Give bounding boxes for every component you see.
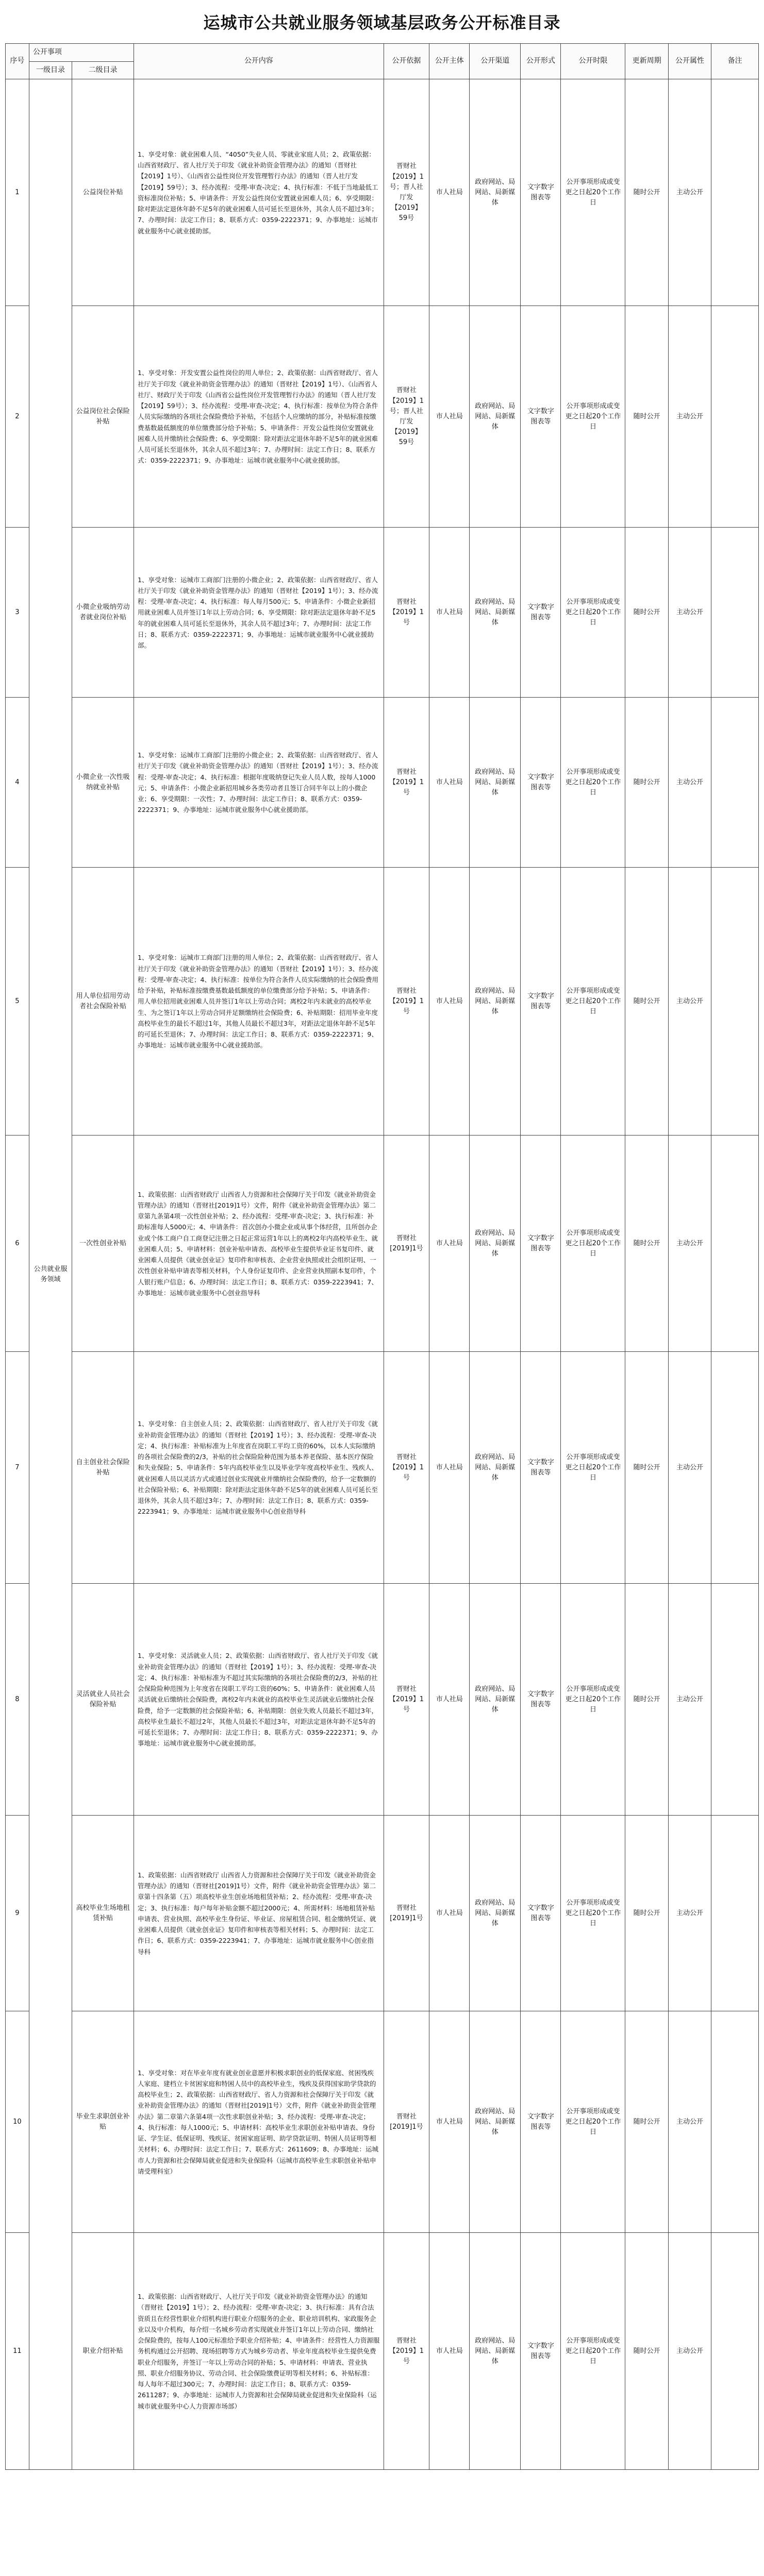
row-period: 随时公开 [625,2233,668,2470]
row-attribute: 主动公开 [668,2011,711,2233]
row-content: 1、享受对象：运城市工商部门注册的用人单位；2、政策依据：山西省财政厅、省人社厅关于印发《就业补助资金管理办法》的通知（晋财社【2019】1号）；3、经办流程：受理-审查-决定；4、执行标准：按单位为符合条件人员实际缴纳的社会保险费用给予补贴，补贴标准按缴费基数最低额度的单位缴费部分给予补贴；5、申请条件：用人单位招用就业困难人员并签订1年以上劳动合同；离校2年内未就业的高校毕业生、为之签订1年以上劳动合同并足额缴纳社会保险费；6、补贴期限：招用毕业年度高校毕业生的最长不超过1年，其他人员最长不超过3年，对距法定退休年龄不足5年的可延长至退休；7、办理时间：法定工作日；8、联系方式：0359-2222371；9、办事地址：运城市就业服务中心就业援助部。 [134,868,384,1136]
row-format: 文字数字图表等 [521,306,561,528]
row-content: 1、享受对象：对在毕业年度有就业创业意愿并积极求职创业的低保家庭、贫困残疾人家庭、建档立卡贫困家庭和特困人员中的高校毕业生，残疾及获得国家助学贷款的高校毕业生；2、政策依据：山西省财政厅、省人力资源和社会保障厅关于印发《就业补助资金管理办法》的通知（晋财社[2019]1号）文件，附件《就业补助资金管理办法》第二章第六条第4项一次性求职创业补贴；3、经办流程：受理-审查-决定；4、执行标准：每人1000元；5、申请材料：高校毕业生求职创业补贴申请表、身份证、学生证、低保证明、残疾证、贫困家庭证明、助学贷款证明、特困人员证明等相关材料；6、办理时间：法定工作日；7、联系方式：2611609；8、办事地址：运城市人力资源和社会保障局就业促进和失业保险科（运城市高校毕业生求职创业补贴申请受理科室） [134,2011,384,2233]
row-format: 文字数字图表等 [521,1352,561,1584]
row-subject: 市人社局 [429,306,470,528]
row-content: 1、享受对象：自主创业人员；2、政策依据：山西省财政厅、省人社厅关于印发《就业补助资金管理办法》的通知（晋财社【2019】1号）；3、经办流程：受理-审查-决定；4、执行标准：补贴标准为上年度省在岗职工平均工资的60%，以本人实际缴纳的各项社会保险费的2/3，补贴的社会保险险种范围为基本养老保险、基本医疗保险和失业保险；5、申请条件：5年内高校毕业生以及毕业学年度高校毕业生、残疾人、就业困难人员以灵活方式或通过创业实现就业并缴纳社会保险费的，给予一定数额的社会保险补贴；6、补贴期限：除对距法定退休年龄不足5年的就业困难人员可延长至退休外，其余人员不超过3年；7、办理时间：法定工作日；8、联系方式：0359-2223941；9、办事地址：运城市就业服务中心创业指导科 [134,1352,384,1584]
row-attribute: 主动公开 [668,698,711,868]
row-seq: 10 [6,2011,29,2233]
row-subject: 市人社局 [429,1816,470,2011]
header-item: 公开事项 [29,44,134,62]
row-basis: 晋财社[2019]1号 [384,1136,429,1352]
row-subject: 市人社局 [429,698,470,868]
header-note: 备注 [711,44,759,79]
table-row [6,2011,759,2233]
row-subject: 市人社局 [429,1136,470,1352]
row-time: 公开事项形成或变更之日起20个工作日 [561,306,625,528]
row-subject: 市人社局 [429,1352,470,1584]
row-content: 1、政策依据：山西省财政厅 山西省人力资源和社会保障厅关于印发《就业补助资金管理办法》的通知（晋财社[2019]1号）文件，附件《就业补助资金管理办法》第二章第十四条第（五）项高校毕业生创业场地租赁补贴；2、经办流程：受理-审查-决定；3、执行标准：每户每年补贴金额不超过2000元；4、所需材料：场地租赁补贴申请表、营业执照、高校毕业生身份证、毕业证、房屋租赁合同、租金缴纳凭证、就业困难人员提供《就业创业证》复印件和审核表等相关材料；5、办理时间：法定工作日；6、联系方式：0359-2223941；7、办事地址：运城市就业服务中心创业指导科 [134,1816,384,2011]
row-note [711,2233,759,2470]
row-basis: 晋财社【2019】1号 [384,2233,429,2470]
row-content: 1、政策依据：山西省财政厅 山西省人力资源和社会保障厅关于印发《就业补助资金管理办法》的通知（晋财社[2019]1号）文件，附件《就业补助资金管理办法》第二章第九条第4项一次性创业补贴；2、经办流程：受理-审查-决定；3、执行标准：补助标准每人5000元；4、申请条件：首次创办小微企业或从事个体经营，且所创办企业或个体工商户自工商登记注册之日起正常运营1年以上的离校2年内高校毕业生、就业困难人员；5、申请材料：创业补贴申请表、高校毕业生提供毕业证书复印件、就业困难人员提供《就业创业证》复印件和审核表、企业营业执照或社会组织证明、一次性创业补贴申请表等相关材料，个人身份证复印件、企业营业执照副本复印件，个人银行账户信息；6、办理时间：法定工作日；8、联系方式：0359-2223941；7、办事地址：运城市就业服务中心创业指导科 [134,1136,384,1352]
row-attribute: 主动公开 [668,1136,711,1352]
row-period: 随时公开 [625,79,668,306]
row-subject: 市人社局 [429,1584,470,1816]
row-note [711,698,759,868]
row-attribute: 主动公开 [668,306,711,528]
row-seq: 5 [6,868,29,1136]
row-time: 公开事项形成或变更之日起20个工作日 [561,79,625,306]
row-format: 文字数字图表等 [521,2011,561,2233]
row-channel: 政府网站、局网站、局新媒体 [470,2011,521,2233]
row-attribute: 主动公开 [668,79,711,306]
table-row [6,1584,759,1816]
row-subject: 市人社局 [429,528,470,698]
header-format: 公开形式 [521,44,561,79]
row-subject: 市人社局 [429,868,470,1136]
row-channel: 政府网站、局网站、局新媒体 [470,1584,521,1816]
table-row [6,698,759,868]
row-name: 一次性创业补贴 [72,1136,134,1352]
row-time: 公开事项形成或变更之日起20个工作日 [561,868,625,1136]
row-attribute: 主动公开 [668,1352,711,1584]
row-basis: 晋财社【2019】1号 [384,698,429,868]
row-seq: 6 [6,1136,29,1352]
row-format: 文字数字图表等 [521,1816,561,2011]
row-attribute: 主动公开 [668,528,711,698]
row-name: 职业介绍补贴 [72,2233,134,2470]
header-content: 公开内容 [134,44,384,79]
row-seq: 2 [6,306,29,528]
row-content: 1、享受对象：开发安置公益性岗位的用人单位；2、政策依据：山西省财政厅、省人社厅关于印发《就业补助资金管理办法》的通知（晋财社【2019】1号）、《山西省人社厅、财政厅关于印发《山西省公益性岗位开发管理暂行办法》的通知（晋人社厅发【2019】59号）；3、经办流程：受理-审查-决定；4、执行标准：按单位为符合条件人员实际缴纳的各项社会保险费给予补贴，不包括个人应缴纳的部分，补贴标准按缴费基数最低额度的单位缴费部分给予补贴；5、申请条件：开发公益性岗位安置就业困难人员并缴纳社会保险费；6、享受期限：除对距法定退休年龄不足5年的就业困难人员可延长至退休外，其余人员不超过3年；7、办理时间：法定工作日；8、联系方式：0359-2222371；9、办事地址：运城市就业服务中心就业援助部。 [134,306,384,528]
row-note [711,1352,759,1584]
row-seq: 8 [6,1584,29,1816]
row-content: 1、享受对象：就业困难人员、“4050”失业人员、零就业家庭人员；2、政策依据：山西省财政厅、省人社厅关于印发《就业补助资金管理办法》的通知（晋财社【2019】1号）、《山西省公益性岗位开发管理暂行办法》的通知（晋人社厅发【2019】59号）；3、经办流程：受理-审查-决定；4、执行标准：不低于当地最低工资标准岗位补贴；5、申请条件：开发公益性岗位安置就业困难人员；6、享受期限：除对距法定退休年龄不足5年的就业困难人员可延长至退休外，其余人员不超过3年；7、办理时间：法定工作日；8、联系方式：0359-2222371；9、办事地址：运城市就业服务中心就业援助部。 [134,79,384,306]
row-subject: 市人社局 [429,2011,470,2233]
row-format: 文字数字图表等 [521,528,561,698]
row-format: 文字数字图表等 [521,868,561,1136]
row-time: 公开事项形成或变更之日起20个工作日 [561,698,625,868]
row-name: 公益岗位补贴 [72,79,134,306]
row-name: 灵活就业人员社会保险补贴 [72,1584,134,1816]
row-channel: 政府网站、局网站、局新媒体 [470,2233,521,2470]
row-seq: 9 [6,1816,29,2011]
row-period: 随时公开 [625,1816,668,2011]
row-period: 随时公开 [625,306,668,528]
row-seq: 1 [6,79,29,306]
row-seq: 7 [6,1352,29,1584]
row-name: 小微企业吸纳劳动者就业岗位补贴 [72,528,134,698]
row-note [711,306,759,528]
row-channel: 政府网站、局网站、局新媒体 [470,868,521,1136]
row-period: 随时公开 [625,868,668,1136]
row-content: 1、享受对象：运城市工商部门注册的小微企业；2、政策依据：山西省财政厅、省人社厅关于印发《就业补助资金管理办法》的通知（晋财社【2019】1号）；3、经办流程：受理-审查-决定；4、执行标准：每人每月500元；5、申请条件：小微企业新招用就业困难人员并签订1年以上劳动合同；6、享受期限：除对距法定退休年龄不足5年的就业困难人员可延长至退休外，其余人员不超过3年；7、办理时间：法定工作日；8、联系方式：0359-2222371；9、办事地址：运城市就业服务中心就业援助部。 [134,528,384,698]
header-time: 公开时限 [561,44,625,79]
row-note [711,2011,759,2233]
row-channel: 政府网站、局网站、局新媒体 [470,698,521,868]
row-name: 自主创业社会保险补贴 [72,1352,134,1584]
row-attribute: 主动公开 [668,868,711,1136]
row-note [711,528,759,698]
row-content: 1、政策依据：山西省财政厅、人社厅关于印发《就业补助资金管理办法》的通知（晋财社【2019】1号）；2、经办流程：受理-审查-决定；3、执行标准：具有合法资质且在经营性职业介绍机构进行职业介绍服务的企业、职业培训机构、家政服务企业以及中介机构，每介绍一名城乡劳动者实现就业并签订1年以上劳动合同、缴纳社会保险费的，按每人100元标准给予职业介绍补贴；4、申请条件：经营性人力资源服务机构通过公开招聘、现场招聘等方式为城乡劳动者、毕业年度高校毕业生提供免费职业介绍服务，并签订一年以上劳动合同的补贴；5、申请材料：申请表、营业执照、职业介绍服务协议、劳动合同、社会保险缴费证明等相关材料；6、补贴标准：每人每年不超过300元；7、办理时间：法定工作日；8、联系方式：0359-2611287；9、办事地址：运城市人力资源和社会保障局就业促进和失业保险科（运城市就业服务中心人力资源市场部） [134,2233,384,2470]
row-attribute: 主动公开 [668,1584,711,1816]
table-row [6,2233,759,2470]
row-name: 用人单位招用劳动者社会保险补贴 [72,868,134,1136]
page-title: 运城市公共就业服务领域基层政务公开标准目录 [203,13,561,32]
row-name: 高校毕业生场地租赁补贴 [72,1816,134,2011]
row-channel: 政府网站、局网站、局新媒体 [470,306,521,528]
row-basis: 晋财社[2019]1号 [384,2011,429,2233]
table-row [6,1816,759,2011]
category-cell: 公共就业服务领域 [29,79,72,2470]
row-channel: 政府网站、局网站、局新媒体 [470,1136,521,1352]
row-seq: 3 [6,528,29,698]
header-subject: 公开主体 [429,44,470,79]
row-period: 随时公开 [625,1352,668,1584]
header-seq: 序号 [6,44,29,79]
row-time: 公开事项形成或变更之日起20个工作日 [561,528,625,698]
row-name: 公益岗位社会保险补贴 [72,306,134,528]
row-period: 随时公开 [625,698,668,868]
row-attribute: 主动公开 [668,1816,711,2011]
row-period: 随时公开 [625,528,668,698]
row-subject: 市人社局 [429,79,470,306]
row-attribute: 主动公开 [668,2233,711,2470]
row-time: 公开事项形成或变更之日起20个工作日 [561,1584,625,1816]
row-time: 公开事项形成或变更之日起20个工作日 [561,1136,625,1352]
row-content: 1、享受对象：运城市工商部门注册的小微企业；2、政策依据：山西省财政厅、省人社厅关于印发《就业补助资金管理办法》的通知（晋财社【2019】1号）；3、经办流程：受理-审查-决定；4、执行标准：根据年度吸纳登记失业人员人数，按每人1000元；5、申请条件：小微企业新招用城乡各类劳动者且签订合同半年以上的小微企业；6、享受期限：一次性；7、办理时间：法定工作日；8、联系方式：0359-2222371；9、办事地址：运城市就业服务中心就业援助部。 [134,698,384,868]
row-basis: 晋财社【2019】1号 [384,1584,429,1816]
row-period: 随时公开 [625,1584,668,1816]
table-row [6,1352,759,1584]
row-format: 文字数字图表等 [521,1584,561,1816]
row-basis: 晋财社[2019]1号 [384,1816,429,2011]
row-note [711,1816,759,2011]
row-time: 公开事项形成或变更之日起20个工作日 [561,1816,625,2011]
header-level2: 二级目录 [72,61,134,79]
header-basis: 公开依据 [384,44,429,79]
row-time: 公开事项形成或变更之日起20个工作日 [561,2011,625,2233]
table-row [6,868,759,1136]
row-format: 文字数字图表等 [521,1136,561,1352]
row-channel: 政府网站、局网站、局新媒体 [470,1816,521,2011]
row-period: 随时公开 [625,1136,668,1352]
row-name: 小微企业一次性吸纳就业补贴 [72,698,134,868]
row-basis: 晋财社【2019】1号 [384,1352,429,1584]
row-format: 文字数字图表等 [521,79,561,306]
row-format: 文字数字图表等 [521,2233,561,2470]
row-note [711,1136,759,1352]
row-time: 公开事项形成或变更之日起20个工作日 [561,2233,625,2470]
row-note [711,79,759,306]
row-time: 公开事项形成或变更之日起20个工作日 [561,1352,625,1584]
row-basis: 晋财社【2019】1号；晋人社厅发【2019】59号 [384,79,429,306]
header-level1: 一级目录 [29,61,72,79]
row-period: 随时公开 [625,2011,668,2233]
table-row [6,1136,759,1352]
row-channel: 政府网站、局网站、局新媒体 [470,1352,521,1584]
header-channel: 公开渠道 [470,44,521,79]
row-channel: 政府网站、局网站、局新媒体 [470,528,521,698]
row-name: 毕业生求职创业补贴 [72,2011,134,2233]
row-format: 文字数字图表等 [521,698,561,868]
table-row [6,79,759,306]
row-note [711,868,759,1136]
row-channel: 政府网站、局网站、局新媒体 [470,79,521,306]
row-basis: 晋财社【2019】1号 [384,868,429,1136]
table-row [6,528,759,698]
row-subject: 市人社局 [429,2233,470,2470]
row-note [711,1584,759,1816]
table-row [6,306,759,528]
row-basis: 晋财社【2019】1号 [384,528,429,698]
header-period: 更新周期 [625,44,668,79]
row-basis: 晋财社【2019】1号；晋人社厅发【2019】59号 [384,306,429,528]
disclosure-table [5,43,759,2470]
row-seq: 11 [6,2233,29,2470]
row-content: 1、享受对象：灵活就业人员；2、政策依据：山西省财政厅、省人社厅关于印发《就业补助资金管理办法》的通知（晋财社【2019】1号）；3、经办流程：受理-审查-决定；4、执行标准：补贴标准为不超过其实际缴纳的各项社会保险费的2/3，补贴的社会保险险种范围为上年度省在岗职工平均工资的60%；5、申请条件：就业困难人员灵活就业后缴纳社会保险费，离校2年内未就业的高校毕业生灵活就业后缴纳社会保险费，给予一定数额的社会保险补贴；6、补贴期限：创业失败人员最长不超过3年，高校毕业生最长不超过2年，其他人员最长不超过3年，对距法定退休年龄不足5年的可延长至退休；7、办理时间：法定工作日；8、联系方式：0359-2222371；9、办事地址：运城市就业服务中心就业援助部。 [134,1584,384,1816]
header-attribute: 公开属性 [668,44,711,79]
row-seq: 4 [6,698,29,868]
